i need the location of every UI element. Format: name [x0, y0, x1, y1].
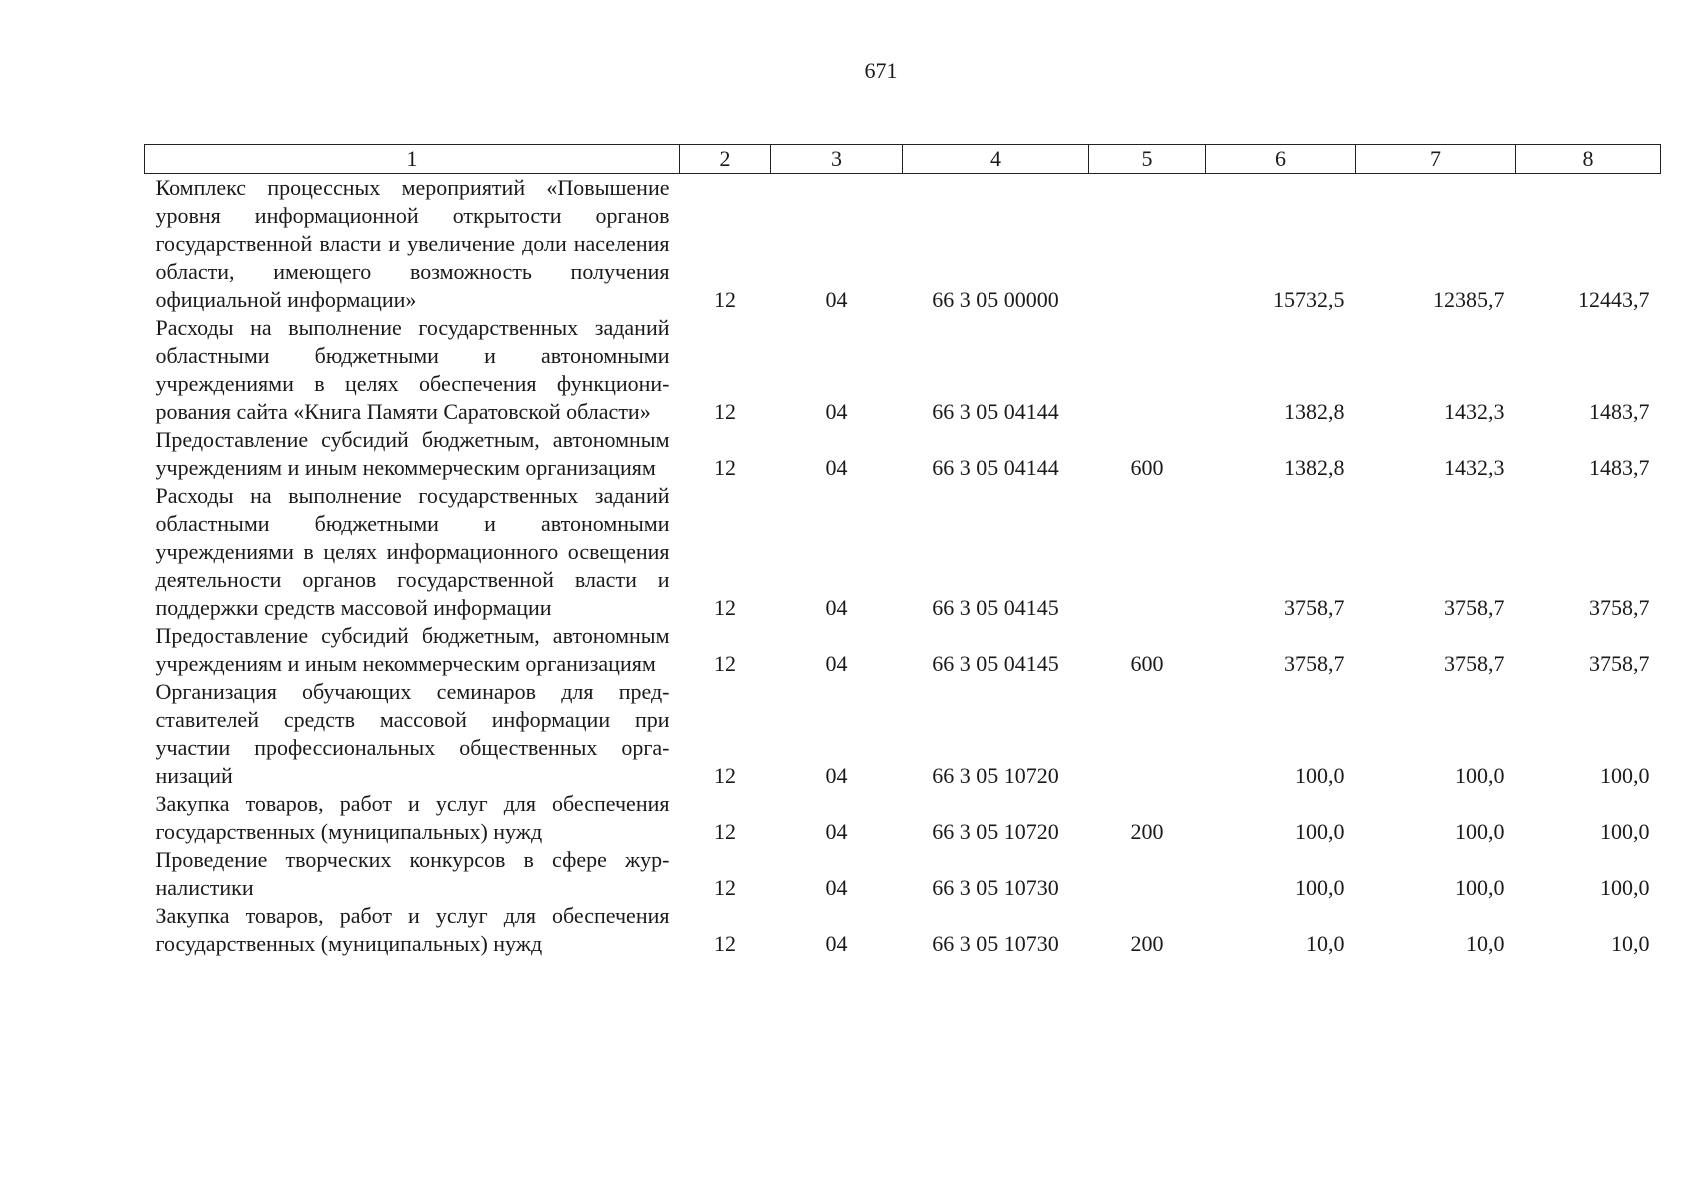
row-value-year3: 100,0 [1600, 763, 1650, 788]
row-name: Предоставление субсидий бюджетным, автономным учреждениям и иным некоммерческим организациям [155, 427, 670, 480]
row-section: 12 [714, 595, 736, 620]
row-value-year3: 1483,7 [1589, 399, 1650, 424]
row-section: 12 [714, 651, 736, 676]
budget-table [144, 144, 1661, 958]
row-value-year1: 3758,7 [1284, 651, 1345, 676]
row-value-year1: 3758,7 [1284, 595, 1345, 620]
row-value-year2: 3758,7 [1444, 595, 1505, 620]
column-header: 8 [1516, 145, 1661, 174]
row-expense-type [1089, 174, 1206, 315]
column-header: 1 [145, 145, 680, 174]
row-value-year3: 100,0 [1600, 819, 1650, 844]
row-section: 12 [714, 875, 736, 900]
row-expense-type: 600 [1130, 455, 1164, 480]
table-row [145, 482, 1661, 622]
row-expense-type [1089, 314, 1206, 426]
row-expense-type: 200 [1130, 931, 1164, 956]
row-target-code: 66 3 05 10720 [932, 819, 1059, 844]
row-section: 12 [714, 931, 736, 956]
table-row [145, 846, 1661, 902]
row-value-year2: 100,0 [1455, 875, 1505, 900]
row-value-year3: 3758,7 [1589, 651, 1650, 676]
row-value-year2: 100,0 [1455, 819, 1505, 844]
column-header: 6 [1206, 145, 1356, 174]
table-row [145, 902, 1661, 958]
row-expense-type: 200 [1130, 819, 1164, 844]
row-name: Расходы на выполнение государственных заданий областными бюджетными и автономными учреждениями в целях обеспечения функционирования сайта «Книга Памяти Саратовской области» [155, 315, 670, 424]
row-section: 12 [714, 763, 736, 788]
row-subsection: 04 [825, 875, 848, 900]
column-header: 5 [1089, 145, 1206, 174]
row-subsection: 04 [825, 595, 848, 620]
row-target-code: 66 3 05 04144 [932, 455, 1059, 480]
row-section: 12 [714, 455, 736, 480]
row-name: Закупка товаров, работ и услуг для обеспечения государственных (муниципальных) нужд [155, 903, 670, 956]
row-value-year2: 3758,7 [1444, 651, 1505, 676]
row-value-year1: 15732,5 [1273, 287, 1345, 312]
table-header [145, 145, 1661, 174]
row-value-year1: 10,0 [1306, 931, 1345, 956]
row-subsection: 04 [825, 819, 848, 844]
row-value-year2: 1432,3 [1444, 455, 1505, 480]
row-value-year1: 1382,8 [1284, 399, 1345, 424]
row-value-year1: 100,0 [1295, 819, 1345, 844]
row-name: Закупка товаров, работ и услуг для обеспечения государственных (муниципальных) нужд [155, 791, 670, 844]
row-section: 12 [714, 819, 736, 844]
row-target-code: 66 3 05 04145 [932, 595, 1059, 620]
row-section: 12 [714, 399, 736, 424]
row-value-year2: 100,0 [1455, 763, 1505, 788]
row-subsection: 04 [825, 763, 848, 788]
table-row [145, 314, 1661, 426]
column-header: 3 [771, 145, 903, 174]
column-header: 7 [1356, 145, 1516, 174]
row-expense-type [1089, 846, 1206, 902]
column-header: 4 [903, 145, 1089, 174]
table-row [145, 174, 1661, 315]
row-value-year3: 1483,7 [1589, 455, 1650, 480]
column-header: 2 [680, 145, 771, 174]
table-row [145, 678, 1661, 790]
row-target-code: 66 3 05 04144 [932, 399, 1059, 424]
row-value-year3: 100,0 [1600, 875, 1650, 900]
row-expense-type [1089, 482, 1206, 622]
table-body [145, 174, 1661, 959]
page-number: 671 [864, 58, 898, 83]
row-target-code: 66 3 05 10720 [932, 763, 1059, 788]
row-name: Расходы на выполнение государственных заданий областными бюджетными и автономными учреждениями в целях информационного освещения деятельности органов государственной власти и поддержки средств массовой информации [155, 483, 670, 620]
row-target-code: 66 3 05 10730 [932, 931, 1059, 956]
row-subsection: 04 [825, 931, 848, 956]
row-subsection: 04 [825, 399, 848, 424]
row-value-year2: 10,0 [1466, 931, 1505, 956]
row-value-year3: 12443,7 [1578, 287, 1650, 312]
row-target-code: 66 3 05 04145 [932, 651, 1059, 676]
row-value-year1: 1382,8 [1284, 455, 1345, 480]
row-section: 12 [714, 287, 736, 312]
row-subsection: 04 [825, 455, 848, 480]
table-row [145, 426, 1661, 482]
row-name: Организация обучающих семинаров для представителей средств массовой информации при участии профессиональных общественных организаций [155, 679, 670, 788]
row-expense-type [1089, 678, 1206, 790]
row-name: Предоставление субсидий бюджетным, автономным учреждениям и иным некоммерческим организациям [155, 623, 670, 676]
row-value-year3: 3758,7 [1589, 595, 1650, 620]
header-row [145, 145, 1661, 174]
row-target-code: 66 3 05 00000 [932, 287, 1059, 312]
row-value-year2: 1432,3 [1444, 399, 1505, 424]
row-value-year1: 100,0 [1295, 763, 1345, 788]
row-name: Комплекс процессных мероприятий «Повышение уровня информационной открытости органов государственной власти и увеличение доли населения области, имеющего возможность получения официальной информации» [155, 175, 670, 312]
row-name: Проведение творческих конкурсов в сфере журналистики [155, 847, 670, 900]
row-expense-type: 600 [1130, 651, 1164, 676]
row-value-year1: 100,0 [1295, 875, 1345, 900]
row-target-code: 66 3 05 10730 [932, 875, 1059, 900]
row-subsection: 04 [825, 287, 848, 312]
row-subsection: 04 [825, 651, 848, 676]
table-row [145, 622, 1661, 678]
table-row [145, 790, 1661, 846]
row-value-year3: 10,0 [1611, 931, 1650, 956]
row-value-year2: 12385,7 [1433, 287, 1505, 312]
